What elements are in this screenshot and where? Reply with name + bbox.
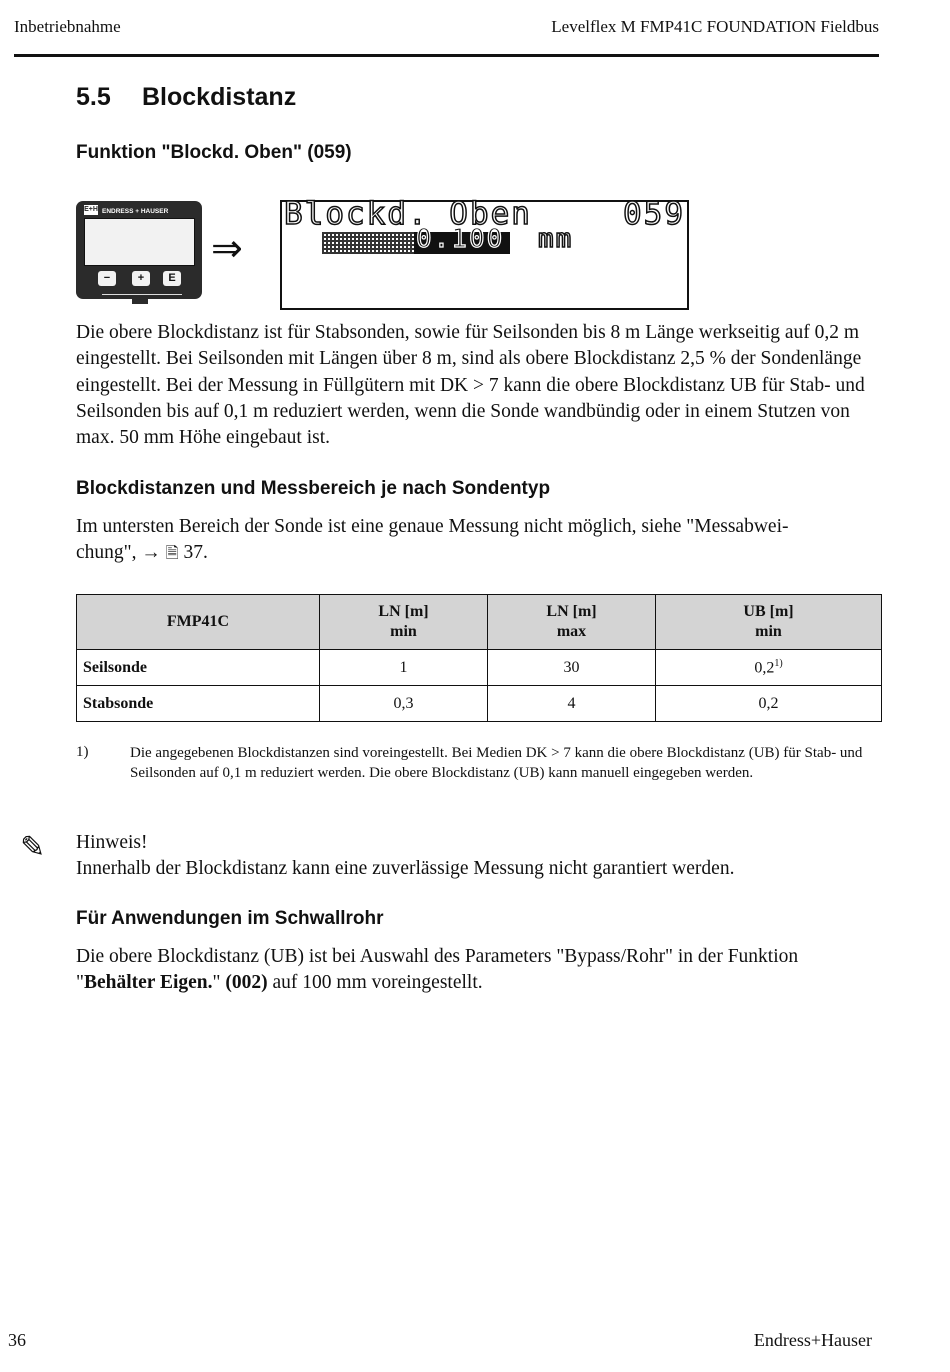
table-header: FMP41C — [77, 595, 320, 650]
device-brand-label: ENDRESS + HAUSER — [102, 208, 169, 215]
function-name-bold: Behälter Eigen. — [83, 972, 213, 994]
enter-key: E — [163, 271, 181, 286]
section-number: 5.5 — [76, 83, 111, 111]
key-legend-line — [102, 289, 182, 295]
note-block — [76, 830, 881, 883]
table-cell: 0,2 — [656, 686, 882, 722]
table-row — [77, 686, 882, 722]
brand-logo: E+H — [84, 206, 98, 213]
pipe-paragraph: Die obere Blockdistanz (UB) ist bei Auswahl des Parameters "Bypass/Rohr" in der Funktion "Behälter Eigen." (002) auf 100 mm voreingestellt. — [76, 946, 799, 994]
page-ref-link[interactable]: 37. — [183, 542, 208, 564]
pipe-heading: Für Anwendungen im Schwallrohr — [76, 908, 384, 929]
footnote-text: Die angegebenen Blockdistanzen sind voreingestellt. Bei Medien DK > 7 kann die obere Blockdistanz (UB) für Stab- und Seilsonden auf 0,1 m reduziert werden. Die obere Blockdistanz (UB) kann manuell eingegeben werden. — [130, 745, 863, 781]
note-text: Innerhalb der Blockdistanz kann eine zuverlässige Messung nicht garantiert werden. — [76, 858, 735, 880]
device-display-graphic — [76, 201, 202, 299]
table-cell: 30 — [488, 650, 656, 686]
page-number: 36 — [8, 1330, 26, 1350]
header-product: Levelflex M FMP41C FOUNDATION Fieldbus — [551, 17, 879, 36]
minus-key: − — [98, 271, 116, 286]
lcd-function-code: 059 — [623, 196, 685, 232]
table-cell: 0,2$^{1)}$ — [656, 650, 882, 686]
table-cell: 4 — [488, 686, 656, 722]
table-header: UB [m] min — [656, 595, 882, 650]
pencil-icon: ✎ — [20, 830, 46, 865]
ranges-paragraph — [76, 514, 881, 567]
table-header: LN [m] max — [488, 595, 656, 650]
arrow-icon: ⇒ — [211, 226, 243, 270]
plus-key: + — [132, 271, 150, 286]
lcd-dot-matrix-fill — [322, 232, 414, 254]
table-cell-label: Seilsonde — [77, 650, 320, 686]
lcd-unit: mm — [538, 224, 574, 254]
table-row — [77, 650, 882, 686]
page-ref-icon: 🗎 — [165, 543, 179, 563]
ranges-text-line1: Im untersten Bereich der Sonde ist eine genaue Messung nicht möglich, siehe "Messabwei- — [76, 516, 789, 537]
ranges-text-line2: chung", → — [76, 542, 166, 564]
table-cell: 1 — [320, 650, 488, 686]
table-header-row — [77, 595, 882, 650]
table-cell: 0,3 — [320, 686, 488, 722]
table-header: LN [m] min — [320, 595, 488, 650]
footnote-ref: 1) — [774, 657, 783, 669]
function-heading: Funktion "Blockd. Oben" (059) — [76, 142, 352, 163]
section-title: Blockdistanz — [142, 83, 297, 111]
footer-brand: Endress+Hauser — [753, 1330, 872, 1350]
device-screen — [84, 218, 195, 266]
section-heading — [76, 83, 296, 112]
header-chapter: Inbetriebnahme — [14, 17, 121, 36]
device-foot — [132, 299, 148, 304]
lcd-display — [280, 196, 689, 310]
lcd-function-name: Blockd. Oben — [284, 196, 532, 232]
header-rule — [14, 54, 879, 57]
footnote-number: 1) — [76, 744, 89, 760]
lcd-value: 0.100 — [416, 224, 505, 254]
function-code-bold: (002) — [225, 972, 268, 994]
note-title: Hinweis! — [76, 832, 148, 853]
blocking-distance-table — [76, 594, 882, 722]
table-cell-label: Stabsonde — [77, 686, 320, 722]
intro-paragraph: Die obere Blockdistanz ist für Stabsonden, sowie für Seilsonden bis 8 m Länge werkseitig auf 0,2 m eingestellt. Bei Seilsonden mit Längen über 8 m, sind als obere Blockdistanz 2,5 % der Sondenlänge eingestellt. Bei der Messung in Füllgütern mit DK > 7 kann die obere Blockdistanz UB für Stab- und Seilsonden bis auf 0,1 m reduziert werden, wenn die Sonde wandbündig oder in einem Stutzen von max. 50 mm Höhe eingebaut ist. — [76, 322, 865, 449]
ranges-heading: Blockdistanzen und Messbereich je nach Sondentyp — [76, 478, 551, 499]
